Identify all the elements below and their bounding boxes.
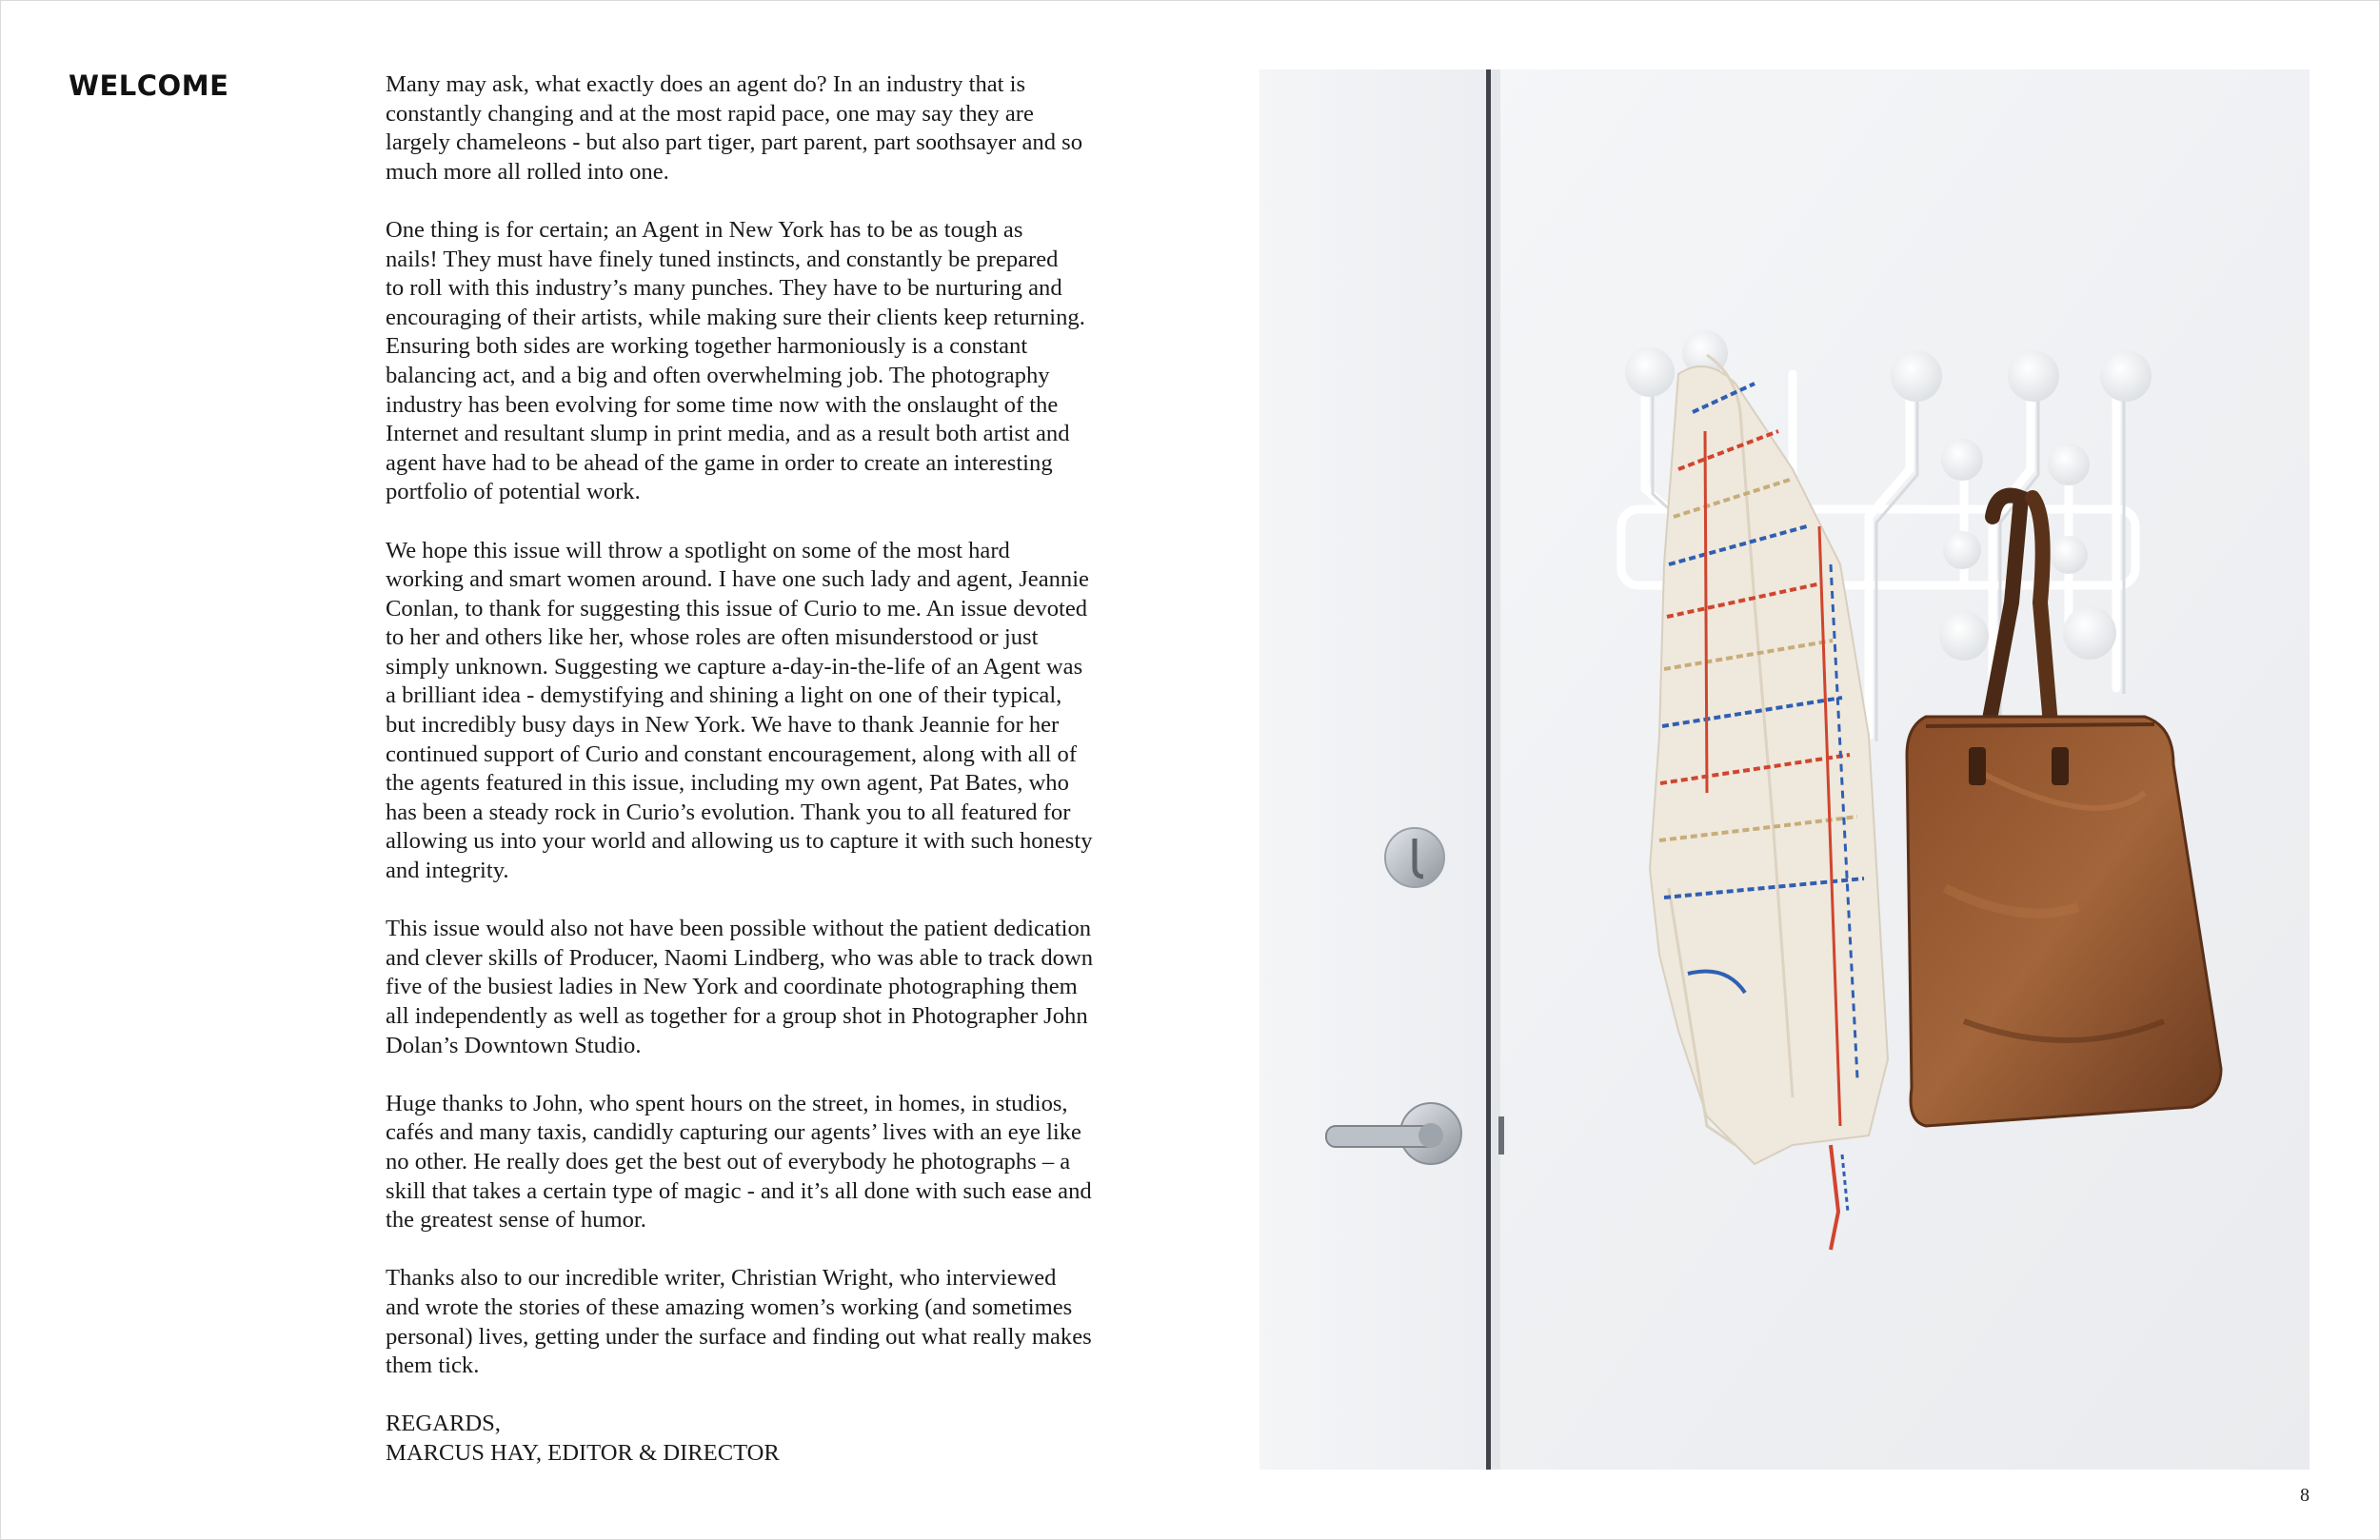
- paragraph-3: We hope this issue will throw a spotlight on some of the most hard working and smart women around. I have one such lady and agent, Jeannie Conlan, to thank for suggesting this issue of Curio to me. An issue devoted to her and others like her, whose roles are often misunderstood or just simply unknown. Suggesting we capture a-day-in-the-life of an Agent was a brilliant idea - demystifying and shining a light on one of their typical, but incredibly busy days in New York. We have to thank Jeannie for her continued support of Curio and constant encouragement, along with all of the agents featured in this issue, including my own agent, Pat Bates, who has been a steady rock in Curio’s evolution. Thank you to all featured for allowing us into your world and allowing us to capture it with such honesty and integrity.: [386, 537, 1093, 884]
- door-edge-shadow: [1491, 69, 1500, 1470]
- photo-illustration: [1259, 69, 2310, 1470]
- door-hinge: [1498, 1116, 1504, 1155]
- page-number: 8: [2300, 1485, 2310, 1506]
- paragraph-4: This issue would also not have been possible without the patient dedication and clever skills of Producer, Naomi Lindberg, who was able to track down five of the busiest ladies in New York and coordinate photographing them all independently as well as together for a group shot in Photographer John Dolan’s Downtown Studio.: [386, 916, 1094, 1058]
- door-coat-rack-photo: [1259, 69, 2310, 1470]
- signoff: REGARDS, MARCUS HAY, EDITOR & DIRECTOR: [386, 1411, 780, 1466]
- paragraph-2: One thing is for certain; an Agent in New York has to be as tough as nails! They must have finely tuned instincts, and constantly be prepared to roll with this industry’s many punches. They have to be nurturing and encouraging of their artists, while making sure their clients keep returning. Ensuring both sides are working together harmoniously is a constant balancing act, and a big and often overwhelming job. The photography industry has been evolving for some time now with the onslaught of the Internet and resultant slump in print media, and as a result both artist and agent have had to be ahead of the game in order to create an interesting portfolio of potential work.: [386, 216, 1085, 505]
- paragraph-6: Thanks also to our incredible writer, Christian Wright, who interviewed and wrote the stories of these amazing women’s working (and sometimes personal) lives, getting under the surface and finding out what really makes them tick.: [386, 1265, 1092, 1379]
- paragraph-5: Huge thanks to John, who spent hours on the street, in homes, in studios, cafés and many taxis, candidly capturing our agents’ lives with an eye like no other. He really does get the best out of everybody he photographs – a skill that takes a certain type of magic - and it’s all done with such ease and the greatest sense of humor.: [386, 1090, 1092, 1234]
- editorial-letter: [386, 70, 1128, 1497]
- door-hook: [1385, 828, 1444, 887]
- door-edge-line: [1486, 69, 1491, 1470]
- paragraph-1: Many may ask, what exactly does an agent do? In an industry that is constantly changing and at the most rapid pace, one may say they are largely chameleons - but also part tiger, part parent, part soothsayer and so much more all rolled into one.: [386, 71, 1083, 185]
- section-heading: WELCOME: [69, 69, 229, 102]
- door-frame: [1259, 69, 1486, 1470]
